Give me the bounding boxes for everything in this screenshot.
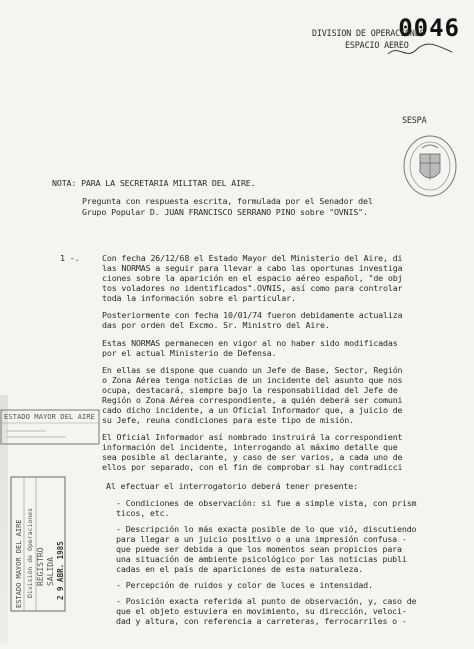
vstamp-line-4: SALIDA	[46, 557, 55, 586]
division-heading: DIVISION DE OPERACIONES	[312, 28, 425, 38]
item-2-line: que puede ser debida a que los momentos sean propicios para	[116, 544, 402, 554]
paragraph-2-line: das por orden del Excmo. Sr. Ministro del Aire.	[102, 320, 330, 330]
paragraph-2-line: Posteriormente con fecha 10/01/74 fueron debidamente actualiza	[102, 310, 403, 320]
paragraph-4-line: su Jefe, reuna condiciones para este tipo de misión.	[102, 415, 354, 425]
nota-heading: NOTA: PARA LA SECRETARIA MILITAR DEL AIRE.	[52, 178, 256, 188]
paragraph-1-line: toda la información sobre el particular.	[102, 293, 296, 303]
page-number: 0046	[398, 14, 460, 42]
sespa-label: SESPA	[402, 115, 427, 125]
item-4-line: dad y altura, con referencia a carreteras, ferrocarriles o -	[116, 616, 407, 626]
paragraph-3-line: Estas NORMAS permanecen en vigor al no haber sido modificadas	[102, 338, 398, 348]
section-number: 1 -.	[60, 253, 80, 263]
paragraph-5-line: sea posible al declarante, y caso de ser varios, a cada uno de	[102, 452, 403, 462]
item-1-line: - Condiciones de observación: si fue a simple vista, con prism	[116, 498, 417, 508]
item-2-line: para llegar a un juicio positivo o a una impresión confusa -	[116, 534, 407, 544]
item-1-line: ticos, etc.	[116, 508, 170, 518]
signature-scribble-top	[386, 40, 456, 62]
registry-stamp-horizontal	[0, 409, 100, 445]
item-2-line: - Descripción lo más exacta posible de lo que vió, discutiendo	[116, 524, 417, 534]
item-4-line: que el objeto estuviera en movimiento, su dirección, veloci-	[116, 606, 407, 616]
intro-line-2: Grupo Popular D. JUAN FRANCISCO SERRANO PINO sobre "OVNIS".	[82, 207, 368, 217]
paragraph-1-line: tos voladores no identificados".OVNIS, así como para controlar	[102, 283, 403, 293]
paragraph-4-line: o Zona Aérea tenga noticias de un incidente del asunto que nos	[102, 375, 403, 385]
registry-stamp-vertical	[10, 476, 66, 612]
registry-stamp-text: ESTADO MAYOR DEL AIRE	[4, 412, 95, 421]
vstamp-line-3: REGISTRO	[36, 547, 45, 586]
vstamp-line-1: ESTADO MAYOR DEL AIRE	[15, 519, 23, 608]
coat-of-arms-seal	[402, 134, 458, 198]
vstamp-date: 2 9 ABR. 1985	[56, 541, 65, 600]
paragraph-4-line: cado dicho incidente, a un Oficial Informador que, a juicio de	[102, 405, 403, 415]
item-2-line: cadas en el país de apariciones de esta naturaleza.	[116, 564, 364, 574]
intro-line-1: Pregunta con respuesta escrita, formulada por el Senador del	[82, 196, 373, 206]
paragraph-1-line: las NORMAS a seguir para llevar a cabo las oportunas investiga	[102, 263, 403, 273]
paragraph-5-line: ellos por separado, con el fin de comprobar si hay contradicci	[102, 462, 403, 472]
paragraph-1-line: Con fecha 26/12/68 el Estado Mayor del Ministerio del Aire, di	[102, 253, 403, 263]
paragraph-5-line: información del incidente, interrogando al máximo detalle que	[102, 442, 398, 452]
item-2-line: una situación de ambiente psicológico por las noticias publi	[116, 554, 407, 564]
interrogatorio-intro: Al efectuar el interrogatorio deberá tener presente:	[106, 481, 358, 491]
paragraph-4-line: En ellas se dispone que cuando un Jefe de Base, Sector, Región	[102, 365, 403, 375]
paragraph-5-line: El Oficial Informador así nombrado instruirá la correspondient	[102, 432, 403, 442]
item-4-line: - Posición exacta referida al punto de observación, y, caso de	[116, 596, 417, 606]
item-3-line: - Percepción de ruidos y color de luces e intensidad.	[116, 580, 373, 590]
paragraph-4-line: ocupa, destacará, siempre bajo la responsabilidad del Jefe de	[102, 385, 398, 395]
vstamp-line-2: División de Operaciones	[26, 507, 34, 598]
paragraph-4-line: Región o Zona Aérea correspondiente, a quién deberá ser comuni	[102, 395, 403, 405]
paragraph-1-line: ciones sobre la aparición en el espacio aéreo español, "de obj	[102, 273, 403, 283]
subdivision-heading: ESPACIO AEREO	[345, 40, 409, 50]
paragraph-3-line: por el actual Ministerio de Defensa.	[102, 348, 277, 358]
